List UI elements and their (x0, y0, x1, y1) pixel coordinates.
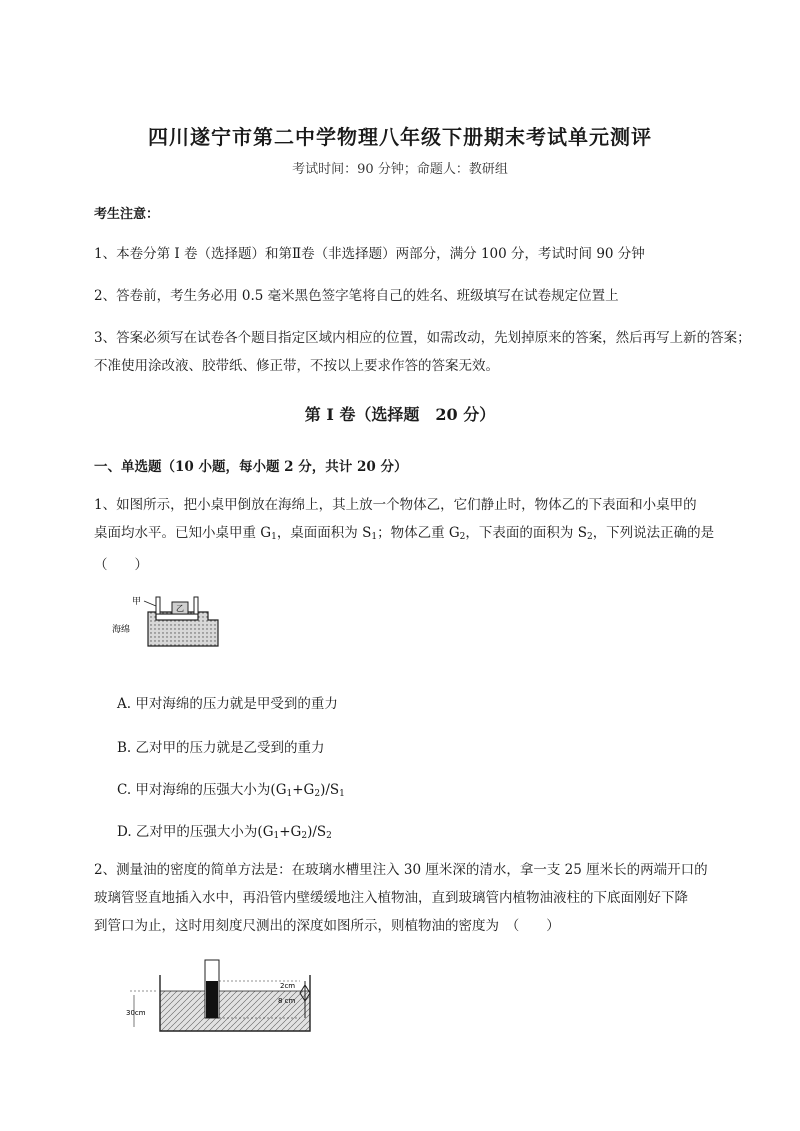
label-8cm: 8 cm (278, 997, 296, 1005)
q1-line-3: （ ） (94, 557, 148, 573)
q1-line-1: 1、如图所示，把小桌甲倒放在海绵上，其上放一个物体乙，它们静止时，物体乙的下表面和小桌甲的 (94, 497, 697, 513)
q2-line-3: 到管口为止，这时用刻度尺测出的深度如图所示，则植物油的密度为 （ ） (94, 918, 560, 934)
page-subtitle: 考试时间：90 分钟；命题人：教研组 (292, 162, 508, 177)
label-2cm: 2cm (280, 982, 296, 990)
label-jia: 甲 (132, 597, 142, 607)
q2-text (94, 856, 754, 940)
section-title: 第 I 卷（选择题 20 分） (304, 405, 496, 424)
q2-line-1: 2、测量油的密度的简单方法是：在玻璃水槽里注入 30 厘米深的清水，拿一支 25 厘米长的两端开口的 (94, 862, 708, 878)
q2-figure-oil-density (120, 955, 330, 1035)
q1-option-c[interactable]: C. 甲对海绵的压强大小为$(G_1+G_2)/S_1$ (117, 782, 345, 799)
label-yi: 乙 (176, 604, 184, 613)
page-title: 四川遂宁市第二中学物理八年级下册期末考试单元测评 (148, 125, 652, 149)
notice-item-3: 3、答案必须写在试卷各个题目指定区域内相应的位置，如需改动，先划掉原来的答案，然后再写上新的答案；不准使用涂改液、胶带纸、修正带，不按以上要求作答的答案无效。 (94, 330, 751, 374)
q1-line-2: 桌面均水平。已知小桌甲重 $G_1$，桌面面积为 $S_1$；物体乙重 $G_2$，下表面的面积为 $S_2$，下列说法正确的是 (94, 525, 715, 542)
notice-label: 考生注意： (94, 207, 160, 222)
label-30cm: 30cm (126, 1009, 146, 1017)
notice-item-1: 1、本卷分第 I 卷（选择题）和第Ⅱ卷（非选择题）两部分，满分 100 分，考试时间 90 分钟 (94, 246, 645, 262)
q1-option-a[interactable]: A. 甲对海绵的压力就是甲受到的重力 (117, 696, 338, 712)
q1-option-b[interactable]: B. 乙对甲的压力就是乙受到的重力 (117, 740, 325, 756)
section-heading: 一、单选题（10 小题，每小题 2 分，共计 20 分） (94, 459, 408, 475)
q2-line-2: 玻璃管竖直地插入水中，再沿管内壁缓缓地注入植物油，直到玻璃管内植物油液柱的下底面刚好下降 (94, 890, 688, 906)
q1-figure-table-on-sponge (110, 592, 230, 647)
q1-text (94, 491, 754, 579)
q1-option-d[interactable]: D. 乙对甲的压强大小为$(G_1+G_2)/S_2$ (117, 824, 332, 841)
notice-item-2: 2、答卷前，考生务必用 0.5 毫米黑色签字笔将自己的姓名、班级填写在试卷规定位置上 (94, 288, 619, 304)
label-sponge: 海绵 (112, 625, 131, 635)
